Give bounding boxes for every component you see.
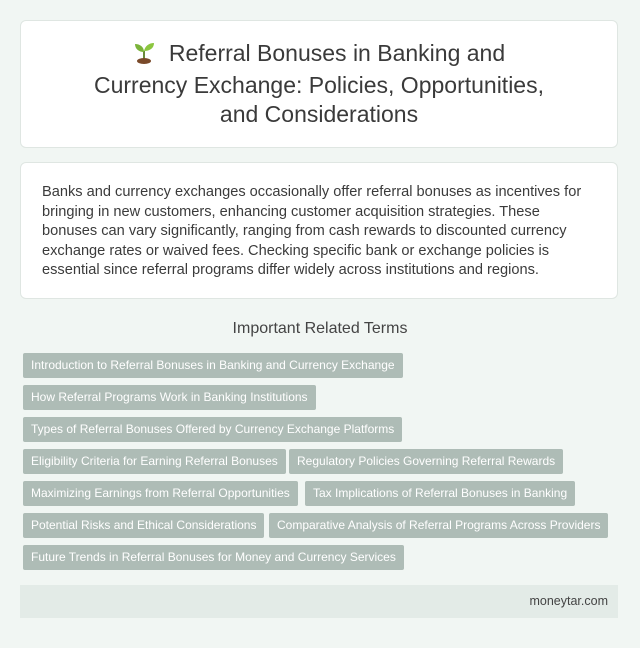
title-card [20,20,618,148]
related-term-tag[interactable]: Future Trends in Referral Bonuses for Money and Currency Services [23,545,404,570]
related-term-tag[interactable]: How Referral Programs Work in Banking Institutions [23,385,316,410]
related-term-tag[interactable]: Introduction to Referral Bonuses in Banking and Currency Exchange [23,353,403,378]
related-terms-heading: Important Related Terms [232,320,408,337]
footer-site-link[interactable]: moneytar.com [529,594,608,608]
page-title-text: Referral Bonuses in Banking and Currency Exchange: Policies, Opportunities, and Considerations [94,40,544,127]
intro-text: Banks and currency exchanges occasionally offer referral bonuses as incentives for bringing in new customers, enhancing customer acquisition strategies. These bonuses can vary significantly, ranging from cash rewards to discounted currency exchange rates or waived fees. Checking specific bank or exchange policies is essential since referral programs differ widely across institutions and regions. [42,184,582,278]
related-term-tag[interactable]: Types of Referral Bonuses Offered by Currency Exchange Platforms [23,417,402,442]
related-term-tag[interactable]: Tax Implications of Referral Bonuses in Banking [305,481,575,506]
related-term-tag[interactable]: Eligibility Criteria for Earning Referral Bonuses [23,449,286,474]
related-term-tag[interactable]: Maximizing Earnings from Referral Opportunities [23,481,298,506]
footer [20,585,618,618]
related-term-tag[interactable]: Regulatory Policies Governing Referral Rewards [289,449,563,474]
related-term-tag[interactable]: Comparative Analysis of Referral Programs Across Providers [269,513,608,538]
page-title [84,39,554,129]
related-term-tag[interactable]: Potential Risks and Ethical Considerations [23,513,264,538]
intro-card [20,162,618,299]
sprout-icon [133,40,155,71]
